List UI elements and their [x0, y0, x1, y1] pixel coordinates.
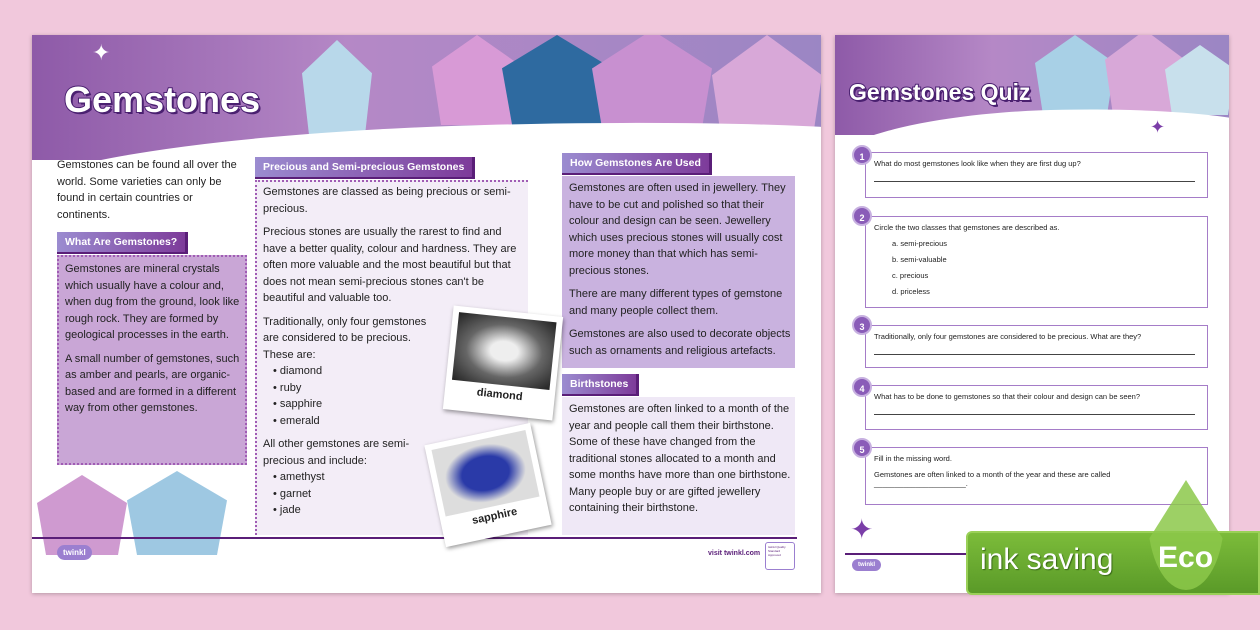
quiz-title: Gemstones Quiz [849, 79, 1031, 105]
uses-para: Gemstones are also used to decorate objects such as ornaments and religious artefacts. [569, 328, 791, 357]
what-heading: What Are Gemstones? [57, 232, 188, 254]
question-box [865, 447, 1208, 505]
precious-para: Traditionally, only four gemstones are considered to be precious. [263, 315, 427, 344]
twinkl-logo: twinkl [57, 545, 92, 560]
precious-para: Precious stones are usually the rarest to find and have a better quality, colour and hardness. They are often more valuable and the most beautiful but that does not mean semi-precious stones can't be beautiful and valuable too. [263, 226, 517, 304]
list-item: • amethyst [263, 469, 525, 486]
photo-caption: diamond [476, 386, 524, 404]
uses-heading: How Gemstones Are Used [562, 153, 712, 175]
question-box [865, 325, 1208, 368]
question-number: 4 [852, 377, 872, 397]
uses-box [562, 176, 795, 368]
option[interactable]: a. semi-precious [892, 239, 948, 248]
footer-line [32, 537, 797, 539]
precious-para: Gemstones are classed as being precious or semi-precious. [263, 186, 511, 215]
question-number: 3 [852, 315, 872, 335]
precious-heading: Precious and Semi-precious Gemstones [255, 157, 475, 179]
question-number: 2 [852, 206, 872, 226]
question-text: What has to be done to gemstones so that their colour and design can be seen? [874, 392, 1141, 401]
list-item: • jade [263, 502, 525, 519]
option[interactable]: b. semi-valuable [892, 255, 947, 264]
sparkle-icon: ✦ [1150, 117, 1166, 137]
uses-para: Gemstones are often used in jewellery. They have to be cut and polished so that their colour and design can be seen. Jewellery which uses precious stones will usually cost more money than that which has semi-precious stones. [569, 182, 786, 277]
birthstones-heading: Birthstones [562, 374, 639, 396]
twinkl-logo: twinkl [852, 559, 881, 571]
precious-para: These are: [263, 348, 316, 361]
question-text[interactable]: Gemstones are often linked to a month of the year and these are called ______________________. [874, 470, 1111, 488]
ink-saving-label: ink saving [980, 543, 1114, 576]
list-item: • diamond [263, 363, 525, 380]
sparkle-icon: ✦ [92, 40, 111, 65]
list-item: • emerald [263, 413, 525, 430]
question-box [865, 152, 1208, 198]
sparkle-icon: ✦ [850, 514, 874, 545]
option[interactable]: d. priceless [892, 287, 930, 296]
crystal-image [127, 471, 227, 555]
birthstones-para: Gemstones are often linked to a month of the year and people call them their birthstone. Some of these have changed from the traditional stones allocated to a month and some months have more than one birthstone. Many people buy or are gifted jewellery containing their birthstone. [569, 403, 791, 514]
question-box [865, 385, 1208, 430]
question-box [865, 216, 1208, 308]
question-number: 1 [852, 145, 872, 165]
question-text: Traditionally, only four gemstones are considered to be precious. What are they? [874, 332, 1142, 341]
list-item: • ruby [263, 380, 525, 397]
option[interactable]: c. precious [892, 271, 929, 280]
diamond-photo [443, 306, 563, 421]
question-number: 5 [852, 438, 872, 458]
uses-para: There are many different types of gemstone and many people collect them. [569, 288, 783, 317]
precious-para: All other gemstones are semi-precious and include: [263, 438, 410, 467]
question-text: What do most gemstones look like when they are first dug up? [874, 159, 1081, 168]
quality-badge: twinkl Quality Standard Approved [765, 542, 795, 570]
eco-label: Eco [1158, 541, 1214, 574]
answer-line[interactable] [874, 168, 1195, 182]
intro-text: Gemstones can be found all over the world. Some varieties can only be found in certain countries or continents. [57, 159, 237, 221]
sapphire-photo [424, 423, 551, 547]
list-item: • garnet [263, 486, 525, 503]
answer-line[interactable] [874, 401, 1195, 415]
question-text: Fill in the missing word. [874, 454, 952, 463]
what-para: Gemstones are mineral crystals which usually have a colour and, when dug from the ground, look like rough rock. They are formed by geological processes in the earth. [65, 263, 240, 341]
photo-caption: sapphire [470, 505, 519, 527]
crystal-image [37, 475, 127, 555]
list-item: • sapphire [263, 396, 525, 413]
what-para: A small number of gemstones, such as amber and pearls, are organic-based and are formed in a different way from other gemstones. [65, 352, 240, 414]
what-box [57, 255, 247, 465]
page-title: Gemstones [64, 79, 261, 120]
information-sheet [32, 35, 821, 593]
website-link[interactable]: visit twinkl.com [708, 550, 761, 557]
birthstones-box [562, 397, 795, 535]
answer-line[interactable] [874, 341, 1195, 355]
question-text: Circle the two classes that gemstones are described as. [874, 223, 1060, 232]
